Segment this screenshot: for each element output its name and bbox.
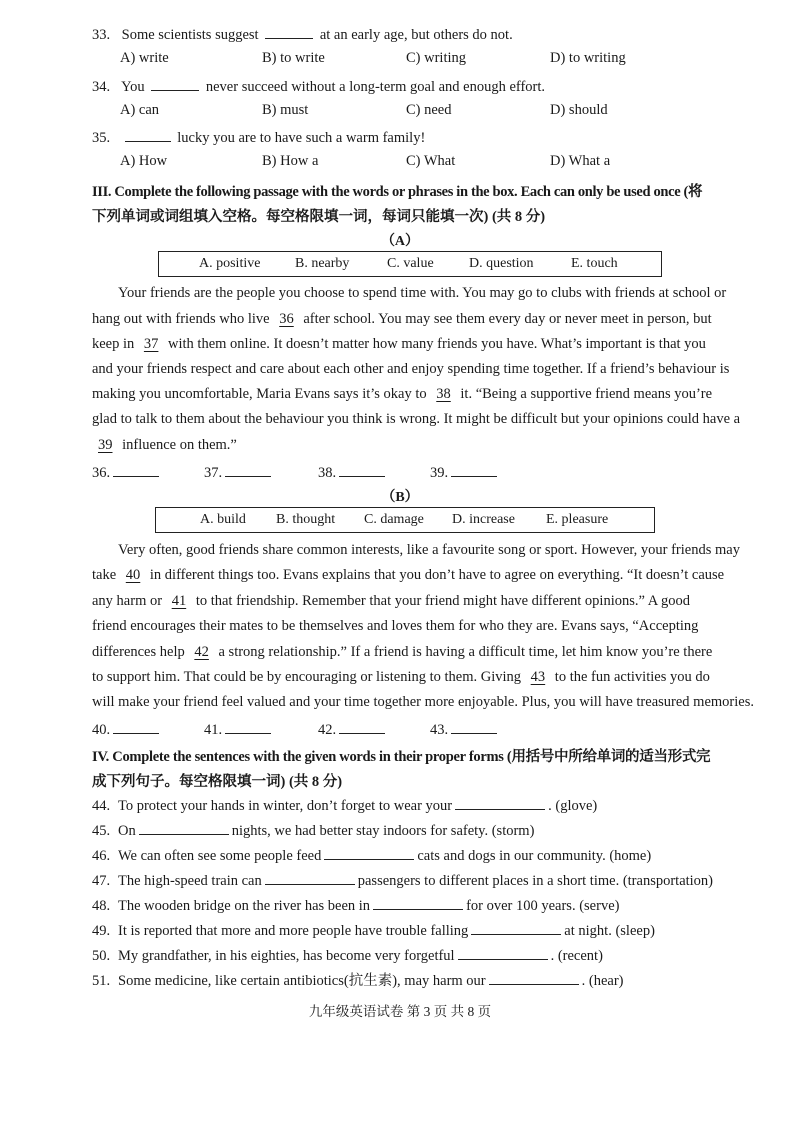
- word-option: C. damage: [364, 512, 424, 527]
- question-number: 47.: [92, 873, 111, 889]
- answer-38: [318, 462, 388, 482]
- answer-number: 36.: [92, 465, 111, 481]
- question-number: 50.: [92, 948, 111, 964]
- answer-39: [430, 462, 500, 482]
- question-text: You: [121, 79, 145, 95]
- sentence-text: cats and dogs in our community. (home): [417, 848, 652, 864]
- option-c[interactable]: C) What: [406, 153, 456, 169]
- answer-blank[interactable]: [451, 719, 497, 734]
- sentence-text: My grandfather, in his eighties, has become very forgetful: [118, 948, 455, 964]
- question-number: 44.: [92, 798, 111, 814]
- answer-blank[interactable]: [339, 719, 385, 734]
- question-text: never succeed without a long-term goal and enough effort.: [205, 79, 546, 95]
- word-option: B. thought: [276, 512, 336, 527]
- sentence-45: [92, 820, 534, 840]
- answer-41: [204, 719, 274, 739]
- question-number: 35.: [92, 130, 111, 146]
- answer-number: 43.: [430, 722, 449, 738]
- answer-blank[interactable]: [324, 845, 414, 860]
- answer-blank[interactable]: [113, 719, 159, 734]
- answer-blank[interactable]: [471, 920, 561, 935]
- sentence-text: We can often see some people feed: [118, 848, 322, 864]
- sentence-text: at night. (sleep): [564, 923, 655, 939]
- passage-line: [92, 567, 732, 584]
- answer-blank[interactable]: [458, 945, 548, 960]
- answer-blank[interactable]: [455, 795, 545, 810]
- word-option: E. pleasure: [546, 512, 609, 527]
- blank-40[interactable]: 40: [125, 567, 141, 583]
- answer-number: 38.: [318, 465, 337, 481]
- question-text: lucky you are to have such a warm family!: [177, 130, 426, 146]
- sentence-text: passengers to different places in a short time. (transportation): [357, 873, 714, 889]
- part-a-word-box: [158, 251, 662, 277]
- answer-blank[interactable]: [339, 462, 385, 477]
- passage-text: influence on them.”: [118, 437, 237, 453]
- passage-line: and your friends respect and care about each other and enjoy spending time together. If a friend’s behaviour is: [92, 361, 730, 377]
- question-number: 45.: [92, 823, 111, 839]
- option-d[interactable]: D) to writing: [550, 50, 626, 66]
- option-a[interactable]: A) How: [120, 153, 168, 169]
- sentence-text: nights, we had better stay indoors for safety. (storm): [231, 823, 535, 839]
- sentence-text: To protect your hands in winter, don’t forget to wear your: [118, 798, 453, 814]
- passage-line: [92, 593, 732, 610]
- question-text: Some scientists suggest: [121, 27, 259, 43]
- mc-question-35: [92, 127, 425, 147]
- option-a[interactable]: A) can: [120, 102, 160, 118]
- sentence-50: [92, 945, 603, 965]
- passage-line: [92, 644, 732, 661]
- word-option: C. value: [387, 256, 434, 271]
- answer-blank[interactable]: [373, 895, 463, 910]
- part-b-label: （B）: [381, 490, 419, 505]
- question-number: 33.: [92, 27, 111, 43]
- passage-text: making you uncomfortable, Maria Evans says it’s okay to: [92, 386, 431, 402]
- question-number: 48.: [92, 898, 111, 914]
- answer-36: [92, 462, 162, 482]
- passage-text: it. “Being a supportive friend means you’re: [456, 386, 713, 402]
- option-b[interactable]: B) must: [262, 102, 309, 118]
- word-option: B. nearby: [295, 256, 350, 271]
- blank-42[interactable]: 42: [194, 644, 209, 660]
- answer-43: [430, 719, 500, 739]
- blank-38[interactable]: 38: [436, 386, 451, 402]
- option-c[interactable]: C) writing: [406, 50, 467, 66]
- option-d[interactable]: D) should: [550, 102, 608, 118]
- word-option: A. positive: [199, 256, 261, 271]
- answer-blank[interactable]: [125, 127, 171, 142]
- sentence-text: . (recent): [550, 948, 603, 964]
- answer-number: 37.: [204, 465, 223, 481]
- answer-42: [318, 719, 388, 739]
- word-option: D. question: [469, 256, 534, 271]
- answer-number: 41.: [204, 722, 223, 738]
- option-c[interactable]: C) need: [406, 102, 452, 118]
- sentence-text: for over 100 years. (serve): [466, 898, 620, 914]
- blank-36[interactable]: 36: [279, 311, 294, 327]
- passage-line: Very often, good friends share common interests, like a favourite song or sport. However, your friends may: [118, 542, 740, 558]
- answer-number: 39.: [430, 465, 449, 481]
- word-option: A. build: [200, 512, 246, 527]
- answer-blank[interactable]: [139, 820, 229, 835]
- passage-line: [92, 386, 732, 403]
- passage-text: take: [92, 567, 120, 583]
- sentence-48: [92, 895, 619, 915]
- answer-blank[interactable]: [225, 719, 271, 734]
- answer-blank[interactable]: [451, 462, 497, 477]
- sentence-47: [92, 870, 713, 890]
- answer-40: [92, 719, 162, 739]
- section-3-title: III. Complete the following passage with the words or phrases in the box. Each can only be used once (将: [92, 184, 703, 200]
- passage-line: [92, 437, 732, 454]
- option-a[interactable]: A) write: [120, 50, 169, 66]
- option-d[interactable]: D) What a: [550, 153, 611, 169]
- sentence-51: [92, 969, 624, 990]
- section-4-title: IV. Complete the sentences with the given words in their proper forms (用括号中所给单词的适当形式完: [92, 749, 711, 765]
- section-4-title-cont: 成下列句子。每空格限填一词) (共 8 分): [92, 774, 343, 790]
- word-option: D. increase: [452, 512, 515, 527]
- mc-question-33: [92, 24, 513, 44]
- answer-blank[interactable]: [265, 870, 355, 885]
- answer-blank[interactable]: [113, 462, 159, 477]
- question-number: 51.: [92, 973, 111, 989]
- sentence-44: [92, 795, 597, 815]
- mc-question-34: [92, 76, 545, 96]
- section-3-title-cont: 下列单词或词组填入空格。每空格限填一词，每词只能填一次) (共 8 分): [92, 209, 546, 225]
- blank-39[interactable]: 39: [98, 437, 113, 453]
- passage-line: [92, 669, 732, 686]
- passage-line: Your friends are the people you choose to spend time with. You may go to clubs with friends at school or: [118, 285, 727, 301]
- passage-line: will make your friend feel valued and your time together more enjoyable. Plus, you will have treasured memories.: [92, 694, 754, 710]
- passage-text: keep in: [92, 336, 138, 352]
- answer-blank[interactable]: [265, 24, 313, 39]
- sentence-46: [92, 845, 651, 865]
- sentence-text: . (hear): [581, 973, 624, 989]
- sentence-49: [92, 920, 655, 940]
- option-b[interactable]: B) to write: [262, 50, 325, 66]
- part-a-label: （A）: [380, 234, 420, 249]
- answer-number: 42.: [318, 722, 337, 738]
- passage-text: in different things too. Evans explains that you don’t have to agree on everything. “It doesn’t cause: [146, 567, 725, 583]
- sentence-text: It is reported that more and more people have trouble falling: [118, 923, 469, 939]
- sentence-text: The wooden bridge on the river has been in: [118, 898, 371, 914]
- question-number: 49.: [92, 923, 111, 939]
- blank-41[interactable]: 41: [171, 593, 187, 609]
- sentence-text: . (glove): [548, 798, 598, 814]
- answer-blank[interactable]: [225, 462, 271, 477]
- answer-blank[interactable]: [489, 970, 579, 985]
- passage-text: to that friendship. Remember that your friend might have different opinions.” A good: [192, 593, 691, 609]
- passage-text: differences help: [92, 644, 189, 660]
- passage-text: after school. You may see them every day or never meet in person, but: [299, 311, 712, 327]
- passage-text: to the fun activities you do: [551, 669, 710, 685]
- passage-text: any harm or: [92, 593, 166, 609]
- answer-number: 40.: [92, 722, 111, 738]
- passage-line: [92, 311, 732, 328]
- sentence-text: Some medicine, like certain antibiotics(抗生素), may harm our: [118, 973, 486, 989]
- part-b-word-box: [155, 507, 655, 533]
- passage-line: [92, 336, 732, 353]
- page-footer: 九年级英语试卷 第 3 页 共 8 页: [308, 1004, 492, 1019]
- passage-text: hang out with friends who live: [92, 311, 274, 327]
- question-number: 34.: [92, 79, 111, 95]
- word-option: E. touch: [571, 256, 618, 271]
- blank-43[interactable]: 43: [530, 669, 546, 685]
- option-b[interactable]: B) How a: [262, 153, 319, 169]
- passage-line: glad to talk to them about the behaviour you think is wrong. It might be difficult but your opinions could have a: [92, 411, 741, 427]
- sentence-text: The high-speed train can: [118, 873, 262, 889]
- passage-text: a strong relationship.” If a friend is having a difficult time, let him know you’re there: [214, 644, 713, 660]
- question-number: 46.: [92, 848, 111, 864]
- passage-line: friend encourages their mates to be themselves and loves them for who they are. Evans says, “Accepting: [92, 618, 699, 634]
- passage-text: to support him. That could be by encouraging or listening to them. Giving: [92, 669, 525, 685]
- passage-text: with them online. It doesn’t matter how many friends you have. What’s important is that you: [164, 336, 706, 352]
- blank-37[interactable]: 37: [143, 336, 159, 352]
- question-text: at an early age, but others do not.: [319, 27, 513, 43]
- answer-37: [204, 462, 274, 482]
- sentence-text: On: [118, 823, 136, 839]
- answer-blank[interactable]: [151, 76, 199, 91]
